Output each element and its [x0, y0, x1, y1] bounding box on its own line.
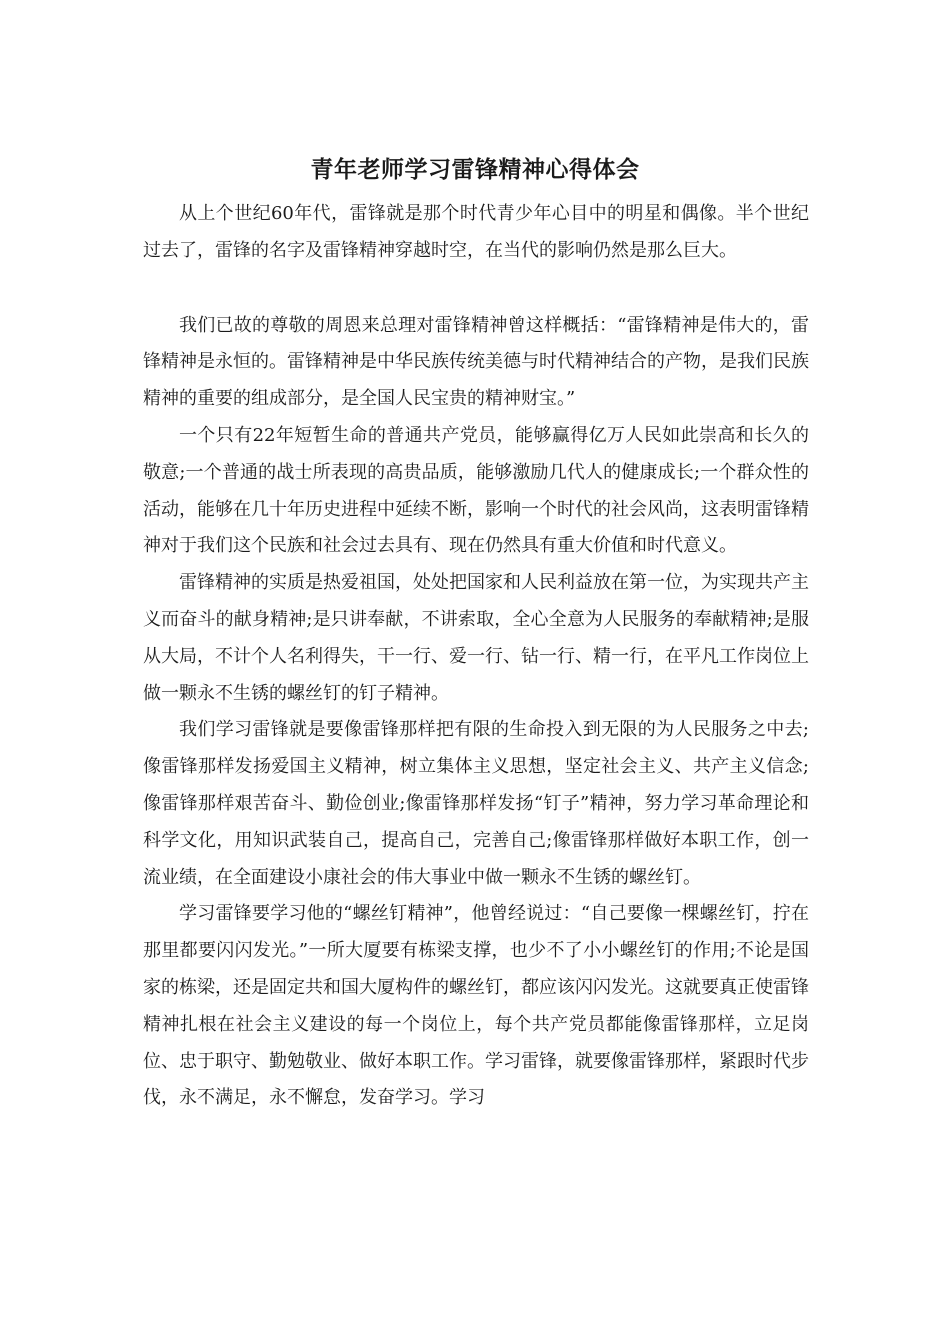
paragraph-6: 学习雷锋要学习他的“螺丝钉精神”，他曾经说过：“自己要像一棵螺丝钉，拧在那里都要闪闪发光。”一所大厦要有栋梁支撑，也少不了小小螺丝钉的作用;不论是国家的栋梁，还是固定共和国大厦构件的螺丝钉，都应该闪闪发光。这就要真正使雷锋精神扎根在社会主义建设的每一个岗位上，每个共产党员都能像雷锋那样，立足岗位、忠于职守、勤勉敬业、做好本职工作。学习雷锋，就要像雷锋那样，紧跟时代步伐，永不满足，永不懈怠，发奋学习。学习 [143, 903, 809, 1109]
paragraph-gap [143, 270, 809, 308]
paragraph-2: 我们已故的尊敬的周恩来总理对雷锋精神曾这样概括：“雷锋精神是伟大的，雷锋精神是永恒的。雷锋精神是中华民族传统美德与时代精神结合的产物，是我们民族精神的重要的组成部分，是全国人民宝贵的精神财宝。” [143, 314, 809, 410]
document-body [143, 196, 809, 1117]
document-title: 青年老师学习雷锋精神心得体会 [310, 157, 640, 183]
paragraph-4: 雷锋精神的实质是热爱祖国，处处把国家和人民利益放在第一位，为实现共产主义而奋斗的献身精神;是只讲奉献，不讲索取，全心全意为人民服务的奉献精神;是服从大局，不计个人名利得失，干一行、爱一行、钻一行、精一行，在平凡工作岗位上做一颗永不生锈的螺丝钉的钉子精神。 [143, 572, 810, 704]
paragraph-3: 一个只有22年短暂生命的普通共产党员，能够赢得亿万人民如此崇高和长久的敬意;一个普通的战士所表现的高贵品质，能够激励几代人的健康成长;一个群众性的活动，能够在几十年历史进程中延续不断，影响一个时代的社会风尚，这表明雷锋精神对于我们这个民族和社会过去具有、现在仍然具有重大价值和时代意义。 [143, 424, 809, 557]
paragraph-5: 我们学习雷锋就是要像雷锋那样把有限的生命投入到无限的为人民服务之中去;像雷锋那样发扬爱国主义精神，树立集体主义思想，坚定社会主义、共产主义信念;像雷锋那样艰苦奋斗、勤俭创业;像雷锋那样发扬“钉子”精神，努力学习革命理论和科学文化，用知识武装自己，提高自己，完善自己;像雷锋那样做好本职工作，创一流业绩，在全面建设小康社会的伟大事业中做一颗永不生锈的螺丝钉。 [143, 719, 809, 888]
paragraph-1: 从上个世纪60年代，雷锋就是那个时代青少年心目中的明星和偶像。半个世纪过去了，雷锋的名字及雷锋精神穿越时空，在当代的影响仍然是那么巨大。 [143, 203, 809, 261]
